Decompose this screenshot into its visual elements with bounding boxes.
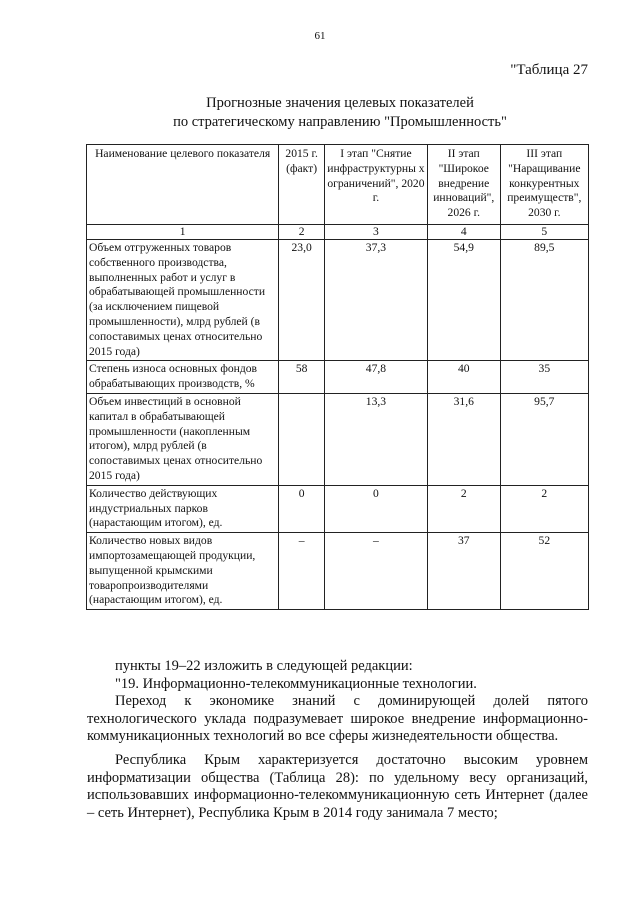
value-stage-2: 40 — [427, 361, 500, 394]
table-title-line-2: по стратегическому направлению "Промышленность" — [173, 114, 507, 130]
section-heading: "19. Информационно-телекоммуникационные технологии. — [115, 675, 477, 692]
table-title — [0, 94, 640, 132]
value-stage-3: 52 — [500, 533, 588, 610]
value-stage-2: 2 — [427, 485, 500, 532]
value-stage-1: 13,3 — [324, 393, 427, 485]
page-number: 61 — [314, 30, 326, 42]
indicator-name: Объем отгруженных товаров собственного производства, выполненных работ и услуг в обрабатывающей промышленности (за исключением пищевой промышленности), млрд рублей (в сопоставимых ценах относительно 2015 года) — [87, 239, 279, 360]
table-row — [87, 393, 589, 485]
body-text — [87, 658, 588, 822]
value-2015 — [279, 393, 325, 485]
table-row — [87, 533, 589, 610]
indicator-name: Степень износа основных фондов обрабатывающих производств, % — [87, 361, 279, 394]
table-label: "Таблица 27 — [510, 62, 588, 78]
value-stage-1: 37,3 — [324, 239, 427, 360]
body-paragraph: пункты 19–22 изложить в следующей редакции: — [115, 658, 413, 674]
header-stage-3: III этап "Наращивание конкурентных преимуществ", 2030 г. — [500, 145, 588, 225]
value-2015: 23,0 — [279, 239, 325, 360]
value-stage-3: 89,5 — [500, 239, 588, 360]
value-stage-3: 35 — [500, 361, 588, 394]
header-stage-2: II этап "Широкое внедрение инноваций", 2026 г. — [427, 145, 500, 225]
value-stage-2: 31,6 — [427, 393, 500, 485]
value-2015: 58 — [279, 361, 325, 394]
table-row — [87, 239, 589, 360]
value-stage-1: 47,8 — [324, 361, 427, 394]
indicator-name: Количество новых видов импортозамещающей продукции, выпущенной крымскими товаропроизводителями (нарастающим итогом), ед. — [87, 533, 279, 610]
body-paragraph: Переход к экономике знаний с доминирующей долей пятого технологического уклада подразумевает широкое внедрение информационно-коммуникационных технологий во все сферы жизнедеятельности общества. — [87, 693, 588, 745]
column-number: 3 — [324, 224, 427, 239]
indicators-table — [86, 144, 589, 610]
value-stage-3: 2 — [500, 485, 588, 532]
header-stage-1: I этап "Снятие инфраструктурны х ограничений", 2020 г. — [324, 145, 427, 225]
value-stage-2: 54,9 — [427, 239, 500, 360]
column-number: 2 — [279, 224, 325, 239]
column-number: 4 — [427, 224, 500, 239]
indicator-name: Количество действующих индустриальных парков (нарастающим итогом), ед. — [87, 485, 279, 532]
table-header-row — [87, 145, 589, 225]
value-stage-2: 37 — [427, 533, 500, 610]
column-number-row — [87, 224, 589, 239]
value-2015: 0 — [279, 485, 325, 532]
value-stage-1: 0 — [324, 485, 427, 532]
column-number: 5 — [500, 224, 588, 239]
header-indicator-name: Наименование целевого показателя — [87, 145, 279, 225]
value-2015: – — [279, 533, 325, 610]
column-number: 1 — [87, 224, 279, 239]
table-title-line-1: Прогнозные значения целевых показателей — [206, 95, 474, 111]
header-2015-fact: 2015 г. (факт) — [279, 145, 325, 225]
body-paragraph: Республика Крым характеризуется достаточно высоким уровнем информатизации общества (Таблица 28): по удельному весу организаций, использовавших информационно-телекоммуникационную сеть Интернет (далее – сеть Интернет), Республика Крым в 2014 году занимала 7 место; — [87, 751, 588, 821]
table-row — [87, 361, 589, 394]
indicator-name: Объем инвестиций в основной капитал в обрабатывающей промышленности (накопленным итогом), млрд рублей (в сопоставимых ценах относительно 2015 года) — [87, 393, 279, 485]
table-row — [87, 485, 589, 532]
value-stage-3: 95,7 — [500, 393, 588, 485]
value-stage-1: – — [324, 533, 427, 610]
